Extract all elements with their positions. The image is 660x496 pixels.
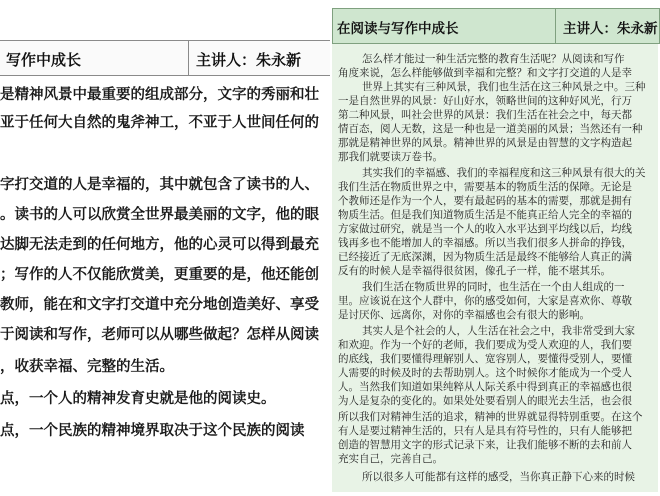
text-line: 所以很多人可能都有这样的感受，当你真正静下心来的时候: [362, 471, 635, 483]
text-line: 是精神风景中最重要的组成部分，文字的秀丽和壮: [0, 87, 319, 103]
text-line: 充实自己，完善自己。: [338, 453, 443, 465]
text-line: 物质生活。但是我们知道物质生活是不能真正给人完全的幸福的: [338, 209, 632, 221]
text-line: 反有的时候人是幸福得很贫困，像孔子一样，能不堪其乐。: [338, 265, 611, 277]
text-line: 点，一个民族的精神境界取决于这个民族的阅读: [0, 423, 305, 439]
text-line: 所以我们对精神生活的追求，精神的世界就显得特别重要。在这个: [338, 411, 643, 423]
text-line: 。读书的人可以欣赏全世界最美丽的文字，他的眼: [0, 207, 319, 223]
text-line: 一是自然世界的风景：好山好水，领略世间的这种好风光，行万: [338, 95, 632, 107]
text-line: 其实我们的幸福感、我们的幸福程度和这三种风景有很大的关: [362, 167, 646, 179]
header-divider: [555, 9, 556, 43]
text-line: 是讨厌你、远离你，对你的幸福感也会有很大的影响。: [338, 309, 590, 321]
text-line: 怎么样才能过一种生活完整的教育生活呢？从阅读和写作: [362, 53, 625, 65]
text-line: 有人是要过精神生活的，只有人是具有符号性的，只有人能够把: [338, 425, 632, 437]
text-line: 角度来说，怎么样能够做到幸福和完整？和文字打交道的人是幸: [338, 67, 632, 79]
text-line: 那就是精神世界的风景。精神世界的风景是由智慧的文字构造起: [338, 137, 632, 149]
text-line: 已经接近了无底深渊，因为物质生活是最终不能够给人真正的满: [338, 251, 632, 263]
text-line: 字打交道的人是幸福的，其中就包含了读书的人、: [0, 177, 319, 193]
text-line: 人。当然我们知道如果纯粹从人际关系中得到真正的幸福感也很: [338, 381, 632, 393]
left-page-speaker: 主讲人：朱永新: [196, 51, 302, 69]
text-line: 其实人是个社会的人，人生活在社会之中，我非常受到大家: [362, 325, 635, 337]
text-line: 个教师还是作为一个人，要有最起码的基本的需要，那就是拥有: [338, 195, 632, 207]
text-line: 里。应该说在这个人群中，你的感受如何，大家是喜欢你、尊敬: [338, 295, 632, 307]
text-line: 情百态，阅人无数，这是一种也是一道美丽的风景；当然还有一种: [338, 123, 643, 135]
text-line: 达脚无法走到的任何地方，他的心灵可以得到最充: [0, 237, 319, 253]
text-line: [0, 140, 330, 162]
text-line: 的底线，我们要懂得理解别人、宽容别人，要懂得受别人，要懂: [338, 353, 632, 365]
text-line: 那我们就要读万卷书。: [338, 151, 443, 163]
text-line: 第二种风景，叫社会世界的风景：我们生活在社会之中，每天都: [338, 109, 632, 121]
text-line: 世界上其实有三种风景，我们也生活在这三种风景之中。三种: [362, 81, 646, 93]
text-line: 亚于任何大自然的鬼斧神工，不亚于人世间任何的: [0, 115, 319, 131]
right-page-title: 在阅读与写作中成长: [337, 21, 459, 37]
text-line: 和欢迎。作为一个好的老师，我们要成为受人欢迎的人，我们要: [338, 339, 632, 351]
text-line: 创造的智慧用文字的形式记录下来，让我们能够不断的去和前人: [338, 439, 632, 451]
left-page-title: 写作中成长: [6, 51, 82, 69]
text-line: 方家做过研究，就是当一个人的收入水平达到平均线以后，均线: [338, 223, 632, 235]
header-divider: [188, 41, 189, 75]
right-page: [330, 0, 660, 496]
text-line: 于阅读和写作，老师可以从哪些做起？怎样从阅读: [0, 327, 319, 343]
right-page-speaker: 主讲人：朱永新: [563, 21, 658, 37]
right-page-header: [332, 8, 660, 44]
left-page-header: [0, 40, 330, 76]
text-line: 点，一个人的精神发育史就是他的阅读史。: [0, 391, 276, 407]
text-line: 我们生活在物质世界之中，需要基本的物质生活的保障。无论是: [338, 181, 632, 193]
text-line: 钱再多也不能增加人的幸福感。所以当我们很多人拼命的挣钱，: [338, 237, 632, 249]
text-line: ；写作的人不仅能欣赏美，更重要的是，他还能创: [0, 267, 319, 283]
text-line: ，收获幸福、完整的生活。: [0, 359, 174, 375]
text-line: 为人是复杂的变化的。如果处处要看别人的眼光去生活，也会很: [338, 395, 632, 407]
right-page-body: [332, 44, 658, 492]
text-line: 教师，能在和文字打交道中充分地创造美好、享受: [0, 297, 319, 313]
text-line: 我们生活在物质世界的同时，也生活在一个由人组成的一: [362, 281, 625, 293]
text-line: 人需要的时候及时的去帮助别人。这个时候你才能成为一个受人: [338, 367, 632, 379]
